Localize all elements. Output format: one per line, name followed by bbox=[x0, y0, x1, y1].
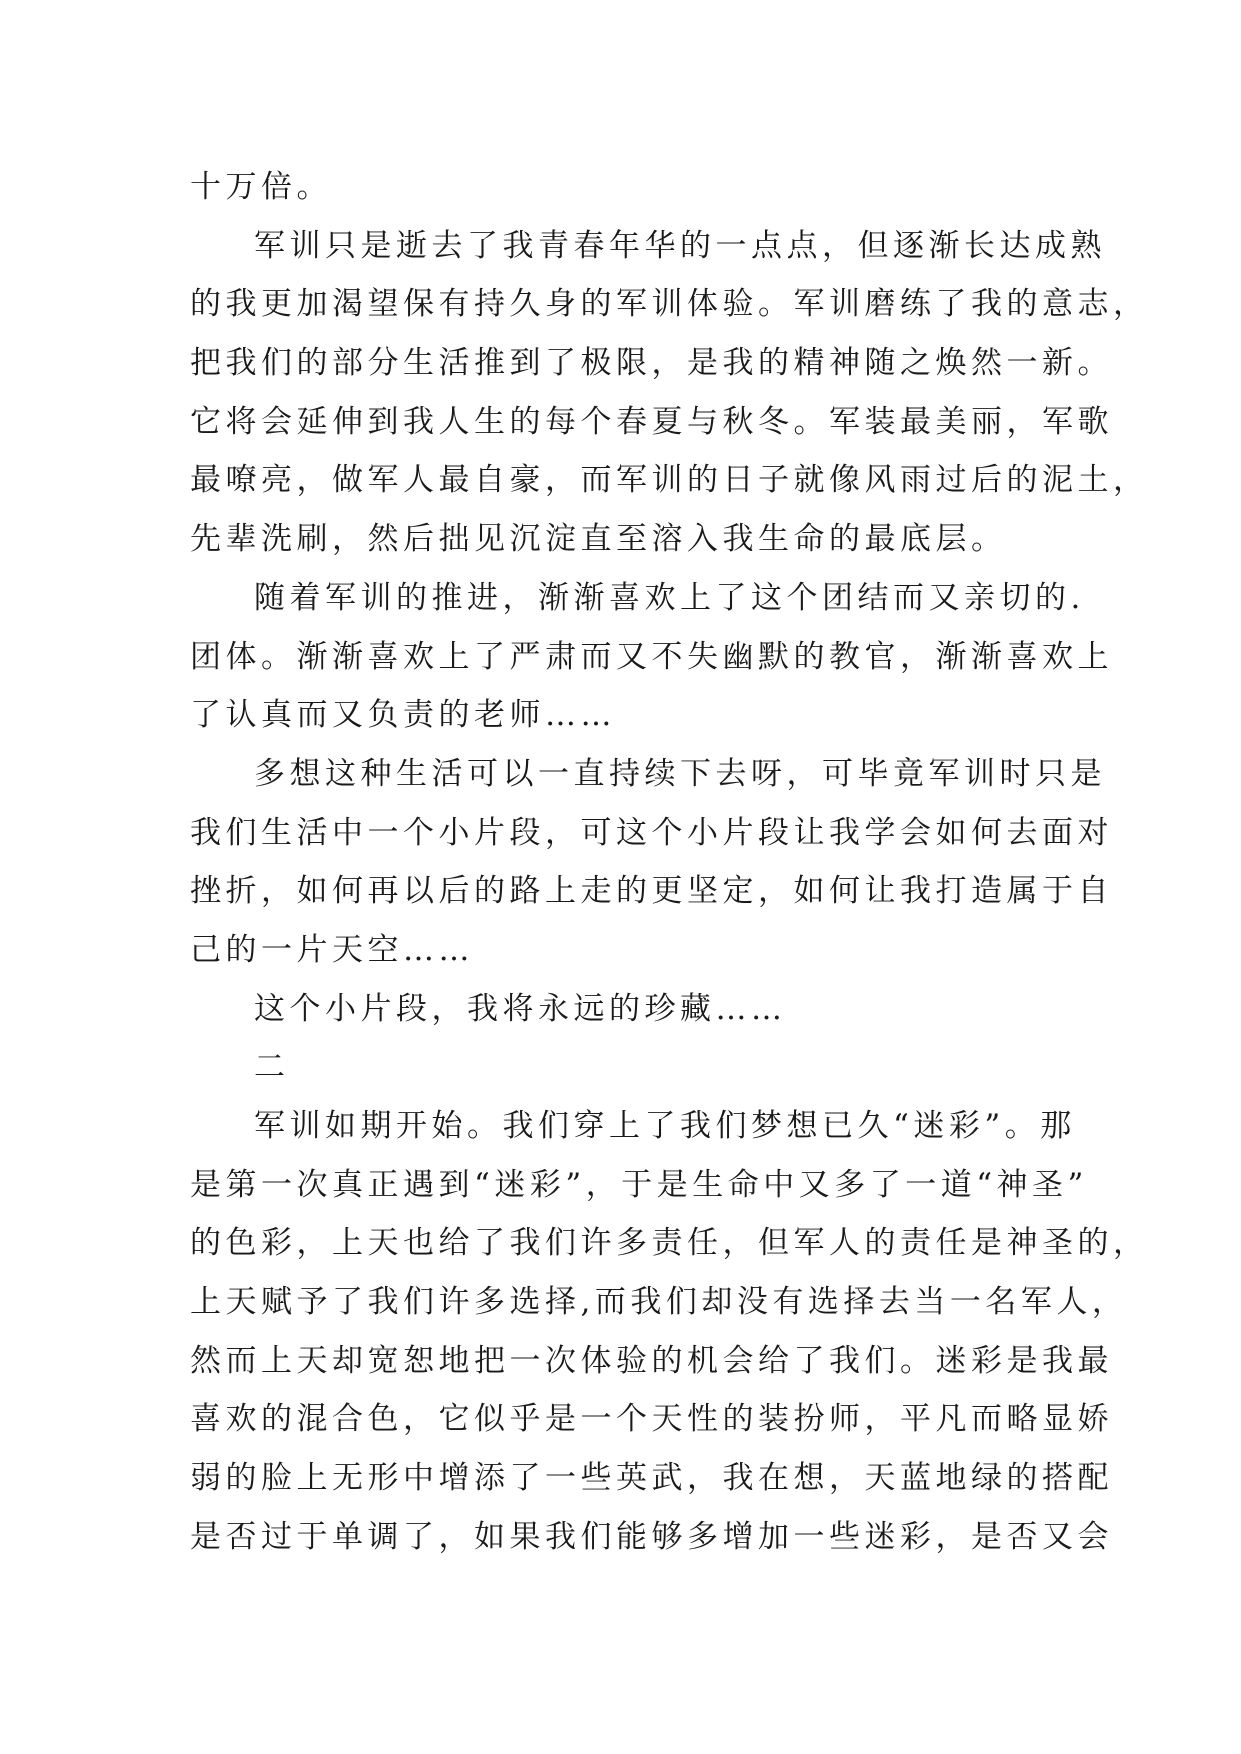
text-line: 随着军训的推进，渐渐喜欢上了这个团结而又亲切的. bbox=[254, 579, 1085, 616]
document-body bbox=[190, 158, 1149, 1567]
text-line: 先辈洗刷，然后拙见沉淀直至溶入我生命的最底层。 bbox=[190, 521, 1007, 558]
text-line: 最嘹亮，做军人最自豪，而军训的日子就像风雨过后的泥土， bbox=[190, 462, 1149, 499]
text-line: 上天赋予了我们许多选择,而我们却没有选择去当一名军人， bbox=[190, 1284, 1128, 1321]
text-line: 的色彩，上天也给了我们许多责任，但军人的责任是神圣的， bbox=[190, 1225, 1149, 1262]
text-line: 二 bbox=[254, 1049, 290, 1086]
text-line: 挫折，如何再以后的路上走的更坚定，如何让我打造属于自 bbox=[190, 873, 1113, 910]
text-line: 它将会延伸到我人生的每个春夏与秋冬。军装最美丽，军歌 bbox=[190, 403, 1113, 440]
text-line: 十万倍。 bbox=[190, 169, 332, 205]
text-line: 军训如期开始。我们穿上了我们梦想已久“迷彩”。那 bbox=[254, 1108, 1076, 1144]
text-line: 然而上天却宽恕地把一次体验的机会给了我们。迷彩是我最 bbox=[190, 1342, 1113, 1379]
text-line: 多想这种生活可以一直持续下去呀，可毕竟军训时只是 bbox=[254, 755, 1106, 792]
text-line: 弱的脸上无形中增添了一些英武，我在想，天蓝地绿的搭配 bbox=[190, 1460, 1113, 1497]
text-line: 的我更加渴望保有持久身的军训体验。军训磨练了我的意志， bbox=[190, 286, 1149, 323]
text-line: 把我们的部分生活推到了极限，是我的精神随之焕然一新。 bbox=[190, 345, 1113, 382]
text-line: 军训只是逝去了我青春年华的一点点，但逐渐长达成熟 bbox=[254, 227, 1106, 264]
text-line: 团体。渐渐喜欢上了严肃而又不失幽默的教官，渐渐喜欢上 bbox=[190, 638, 1113, 675]
text-line: 喜欢的混合色，它似乎是一个天性的装扮师，平凡而略显娇 bbox=[190, 1401, 1113, 1438]
text-line: 是否过于单调了，如果我们能够多增加一些迷彩，是否又会 bbox=[190, 1518, 1113, 1555]
text-line: 己的一片天空…… bbox=[190, 931, 474, 968]
text-line: 我们生活中一个小片段，可这个小片段让我学会如何去面对 bbox=[190, 814, 1113, 851]
text-line: 了认真而又负责的老师…… bbox=[190, 697, 616, 734]
text-line: 是第一次真正遇到“迷彩”，于是生命中又多了一道“神圣” bbox=[190, 1166, 1088, 1203]
text-line: 这个小片段，我将永远的珍藏…… bbox=[254, 990, 787, 1027]
